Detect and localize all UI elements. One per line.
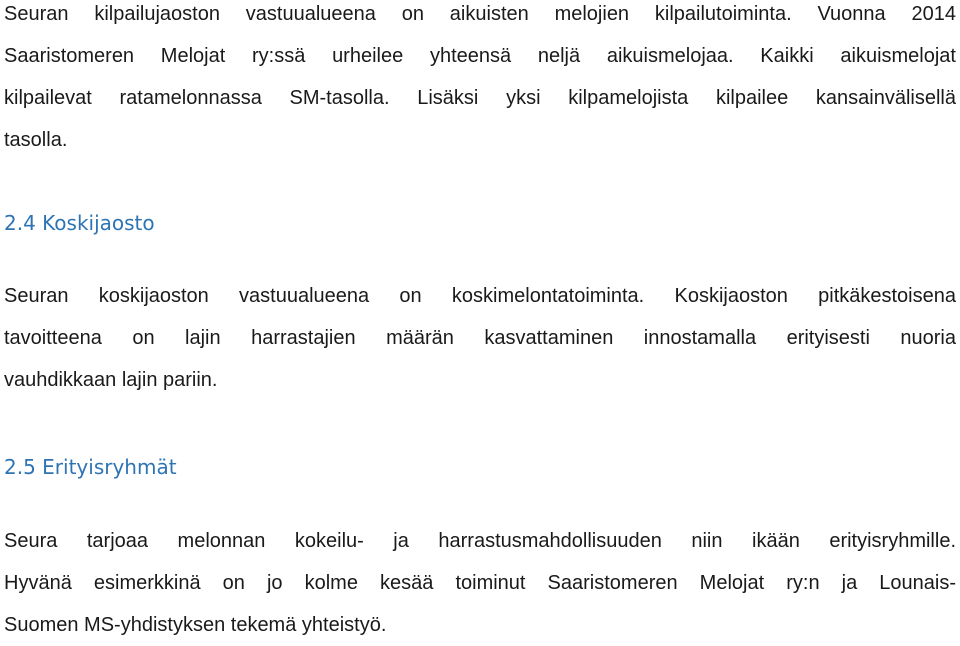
paragraph-line: Suomen MS-yhdistyksen tekemä yhteistyö. xyxy=(4,614,387,636)
paragraph-line: Seura tarjoaa melonnan kokeilu- ja harrastusmahdollisuuden niin ikään erityisryhmille. xyxy=(4,530,956,552)
paragraph-line: tasolla. xyxy=(4,129,68,151)
paragraph-line: kilpailevat ratamelonnassa SM-tasolla. Lisäksi yksi kilpamelojista kilpailee kansainvälisellä xyxy=(4,87,956,109)
paragraph-line: Seuran koskijaoston vastuualueena on koskimelontatoiminta. Koskijaoston pitkäkestoisena xyxy=(4,285,956,307)
section-heading-erityisryhmat: 2.5 Erityisryhmät xyxy=(4,455,177,479)
paragraph-koskijaosto xyxy=(4,275,956,401)
paragraph-line: tavoitteena on lajin harrastajien määrän kasvattaminen innostamalla erityisesti nuoria xyxy=(4,327,956,349)
paragraph-erityisryhmat xyxy=(4,520,956,646)
paragraph-line: Seuran kilpailujaoston vastuualueena on aikuisten melojien kilpailutoiminta. Vuonna 2014 xyxy=(4,3,956,25)
section-heading-koskijaosto: 2.4 Koskijaosto xyxy=(4,211,155,235)
paragraph-line: Hyvänä esimerkkinä on jo kolme kesää toiminut Saaristomeren Melojat ry:n ja Lounais- xyxy=(4,572,956,594)
paragraph-line: vauhdikkaan lajin pariin. xyxy=(4,369,218,391)
paragraph-kilpailujaosto xyxy=(4,0,956,161)
paragraph-line: Saaristomeren Melojat ry:ssä urheilee yhteensä neljä aikuismelojaa. Kaikki aikuismelojat xyxy=(4,45,956,67)
